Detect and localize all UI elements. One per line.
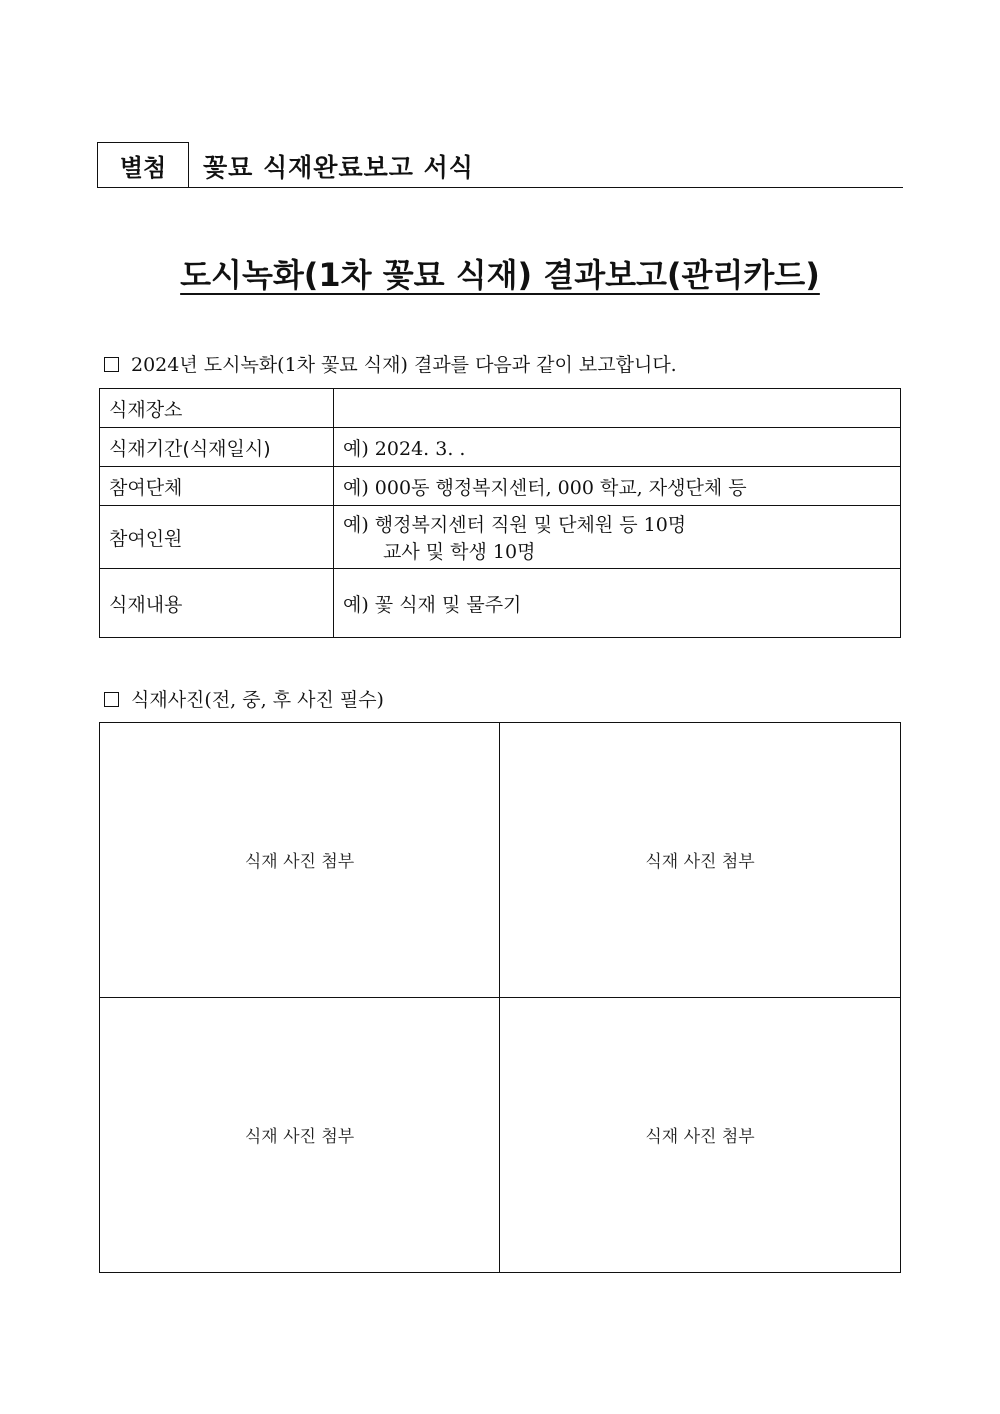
annex-divider: [187, 187, 903, 188]
table-row: [100, 428, 901, 467]
row-value-content[interactable]: [334, 569, 901, 638]
report-info-table: [99, 388, 901, 638]
table-row: [100, 389, 901, 428]
row-label-organizations: 참여단체: [100, 467, 334, 506]
table-row: [100, 506, 901, 569]
row-label-period: 식재기간(식재일시): [100, 428, 334, 467]
row-label-location: 식재장소: [100, 389, 334, 428]
row-value-text: 예) 000동 행정복지센터, 000 학교, 자생단체 등: [343, 476, 747, 499]
checkbox-square-icon: [104, 357, 119, 372]
row-value-text: 예) 꽃 식재 및 물주기: [343, 593, 522, 616]
photo-slot-label: 식재 사진 첨부: [244, 1127, 355, 1148]
table-row: [100, 569, 901, 638]
section-report-intro: [104, 350, 677, 377]
photo-slot[interactable]: [500, 998, 900, 1273]
section-report-intro-text: 2024년 도시녹화(1차 꽃묘 식재) 결과를 다음과 같이 보고합니다.: [131, 354, 677, 376]
photo-slot[interactable]: [500, 723, 900, 998]
annex-label: 별첨: [97, 142, 189, 188]
row-label-content: 식재내용: [100, 569, 334, 638]
photo-slot-label: 식재 사진 첨부: [645, 1127, 755, 1148]
row-value-participants[interactable]: [334, 506, 901, 569]
photo-slot[interactable]: [100, 998, 500, 1273]
section-photos-text: 식재사진(전, 중, 후 사진 필수): [131, 689, 384, 711]
document-title-wrap: [0, 250, 1000, 296]
row-value-location[interactable]: [334, 389, 901, 428]
row-value-text-line2: 교사 및 학생 10명: [383, 541, 536, 563]
row-value-period[interactable]: [334, 428, 901, 467]
row-value-text: 예) 2024. 3. .: [343, 437, 466, 460]
photo-slot[interactable]: [100, 723, 500, 998]
photo-slot-label: 식재 사진 첨부: [645, 852, 755, 873]
row-label-participants: 참여인원: [100, 506, 334, 569]
section-photos: [104, 685, 384, 712]
annex-title: 꽃묘 식재완료보고 서식: [203, 153, 474, 182]
document-title: 도시녹화(1차 꽃묘 식재) 결과보고(관리카드): [180, 256, 820, 294]
row-value-organizations[interactable]: [334, 467, 901, 506]
checkbox-square-icon: [104, 692, 119, 707]
photo-slot-label: 식재 사진 첨부: [244, 852, 355, 873]
row-value-text: 예) 행정복지센터 직원 및 단체원 등 10명: [343, 514, 687, 536]
photo-grid: [99, 722, 901, 1273]
table-row: [100, 467, 901, 506]
annex-header: [97, 142, 903, 188]
